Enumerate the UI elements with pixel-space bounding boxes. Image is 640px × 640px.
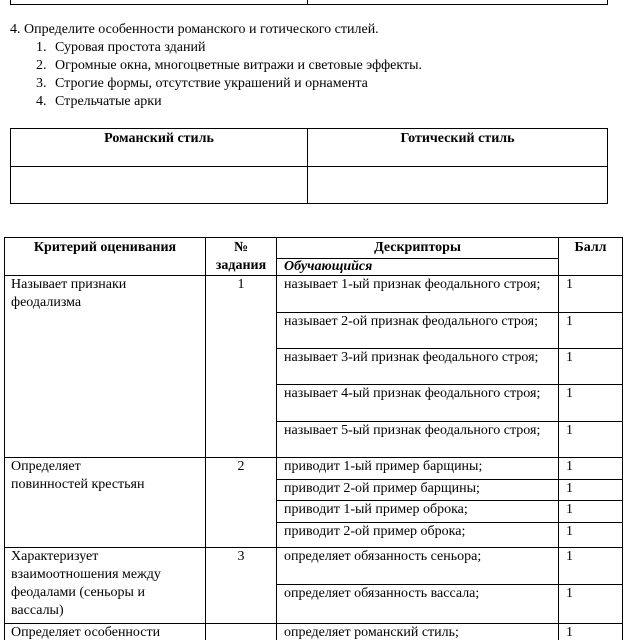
task-4-item — [10, 57, 620, 75]
descriptor-cell — [277, 501, 559, 523]
task-number-header: № задания — [206, 238, 277, 276]
learner-subheader: Обучающийся — [277, 259, 559, 276]
descriptor-cell — [277, 458, 559, 480]
descriptor-cell — [277, 585, 559, 624]
task-4-title: 4. Определите особенности романского и готического стилей. — [10, 22, 379, 37]
task-4-item — [10, 39, 620, 57]
criterion-header: Критерий оценивания — [5, 238, 206, 276]
previous-table-cell — [308, 0, 608, 5]
descriptor-text: приводит 2-ой пример барщины; — [284, 481, 480, 496]
descriptor-text: приводит 1-ый пример оброка; — [284, 502, 468, 517]
item-number: 2. — [36, 58, 47, 73]
criterion-text: Определяет особенности — [11, 625, 161, 640]
score-value: 1 — [566, 459, 573, 474]
score-value: 1 — [566, 625, 573, 640]
criterion-text: Характеризует взаимоотношения между феодалами (сеньоры и вассалы) — [11, 549, 161, 618]
descriptor-cell — [277, 548, 559, 585]
score-cell — [559, 313, 623, 349]
descriptor-cell — [277, 480, 559, 501]
table-row — [5, 458, 623, 480]
score-cell — [559, 501, 623, 523]
descriptor-text: определяет обязанность вассала; — [284, 586, 480, 601]
task-4-block — [10, 21, 620, 111]
task-number: 1 — [237, 277, 245, 292]
romanesque-answer-cell — [11, 167, 308, 204]
criterion-cell — [5, 548, 206, 624]
styles-table — [10, 128, 608, 204]
criterion-cell — [5, 458, 206, 548]
descriptor-cell — [277, 313, 559, 349]
item-text: Огромные окна, многоцветные витражи и световые эффекты. — [55, 58, 423, 73]
descriptor-text: называет 5-ый признак феодального строя; — [284, 423, 541, 438]
task-number-cell — [206, 548, 277, 624]
table-row — [5, 624, 623, 640]
item-number: 1. — [36, 40, 47, 55]
task-number-cell — [206, 458, 277, 548]
score-value: 1 — [566, 277, 573, 292]
criterion-text: Называет признаки феодализма — [11, 277, 127, 310]
item-number: 3. — [36, 76, 47, 91]
task-4-list — [10, 39, 620, 111]
descriptor-text: называет 1-ый признак феодального строя; — [284, 277, 541, 292]
descriptor-text: приводит 2-ой пример оброка; — [284, 524, 466, 539]
score-header: Балл — [559, 238, 623, 276]
descriptors-header: Дескрипторы — [277, 238, 559, 259]
task-number: 2 — [237, 459, 245, 474]
score-cell — [559, 458, 623, 480]
task-number: 3 — [237, 549, 245, 564]
score-value: 1 — [566, 423, 573, 438]
table-row — [5, 548, 623, 585]
criterion-cell — [5, 624, 206, 640]
task-4-item — [10, 75, 620, 93]
score-cell — [559, 385, 623, 422]
score-value: 1 — [566, 524, 573, 539]
task-number-cell — [206, 276, 277, 458]
descriptor-cell — [277, 349, 559, 385]
task-number-cell — [206, 624, 277, 640]
score-cell — [559, 480, 623, 501]
score-value: 1 — [566, 502, 573, 517]
criterion-text: Определяет повинностей крестьян — [11, 459, 145, 492]
descriptor-text: называет 2-ой признак феодального строя; — [284, 314, 538, 329]
item-text: Стрельчатые арки — [55, 94, 162, 109]
descriptor-cell — [277, 624, 559, 640]
task-4-item — [10, 93, 620, 111]
score-cell — [559, 422, 623, 458]
romanesque-header: Романский стиль — [11, 129, 308, 167]
score-cell — [559, 523, 623, 548]
previous-table-edge — [10, 0, 608, 5]
gothic-header: Готический стиль — [308, 129, 608, 167]
score-value: 1 — [566, 314, 573, 329]
score-value: 1 — [566, 481, 573, 496]
descriptor-text: определяет романский стиль; — [284, 625, 459, 640]
table-row — [5, 276, 623, 313]
score-cell — [559, 585, 623, 624]
item-number: 4. — [36, 94, 47, 109]
score-cell — [559, 548, 623, 585]
descriptor-text: приводит 1-ый пример барщины; — [284, 459, 483, 474]
previous-table-cell — [11, 0, 308, 5]
score-value: 1 — [566, 549, 573, 564]
descriptor-cell — [277, 385, 559, 422]
score-value: 1 — [566, 386, 573, 401]
descriptor-cell — [277, 276, 559, 313]
gothic-answer-cell — [308, 167, 608, 204]
item-text: Строгие формы, отсутствие украшений и орнамента — [55, 76, 368, 91]
descriptor-cell — [277, 523, 559, 548]
rubric-container — [4, 237, 626, 640]
descriptor-text: называет 3-ий признак феодального строя; — [284, 350, 539, 365]
score-cell — [559, 624, 623, 640]
item-text: Суровая простота зданий — [55, 40, 206, 55]
score-value: 1 — [566, 350, 573, 365]
descriptor-cell — [277, 422, 559, 458]
criterion-cell — [5, 276, 206, 458]
score-value: 1 — [566, 586, 573, 601]
score-cell — [559, 276, 623, 313]
descriptor-text: определяет обязанность сеньора; — [284, 549, 482, 564]
rubric-table — [4, 237, 623, 640]
score-cell — [559, 349, 623, 385]
descriptor-text: называет 4-ый признак феодального строя; — [284, 386, 541, 401]
